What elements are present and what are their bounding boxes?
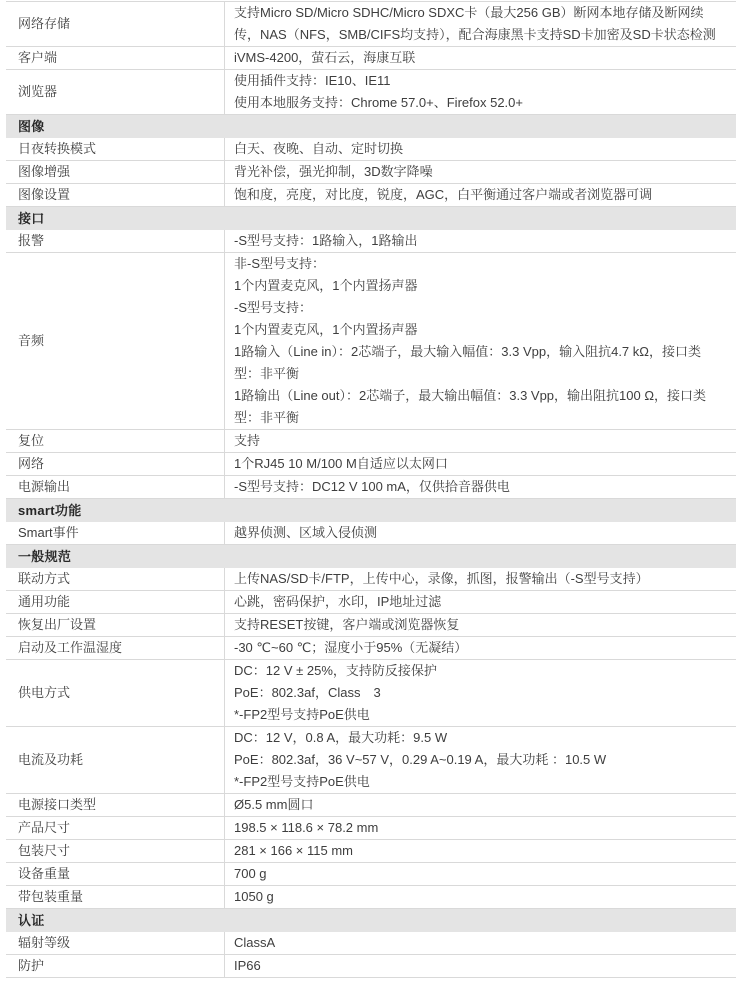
spec-value-line: 非-S型号支持：	[234, 256, 326, 271]
spec-value	[225, 817, 736, 839]
spec-row	[6, 253, 736, 430]
spec-value-line: 上传NAS/SD卡/FTP，上传中心，录像，抓图，报警输出（-S型号支持）	[234, 571, 649, 586]
spec-value	[225, 886, 736, 908]
spec-value	[225, 453, 736, 475]
spec-value-line: 饱和度，亮度，对比度，锐度，AGC，白平衡通过客户端或者浏览器可调	[234, 187, 653, 202]
spec-label: Smart事件	[6, 522, 225, 544]
spec-label: 网络存储	[6, 2, 225, 46]
section-header: 认证	[6, 909, 736, 932]
spec-value	[225, 727, 736, 793]
spec-value-line: 越界侦测、区域入侵侦测	[234, 525, 378, 540]
spec-value-line: 使用本地服务支持：Chrome 57.0+、Firefox 52.0+	[234, 95, 523, 110]
spec-value	[225, 476, 736, 498]
spec-row	[6, 70, 736, 115]
spec-row	[6, 955, 736, 978]
spec-row	[6, 2, 736, 47]
spec-value-line: -S型号支持：1路输入，1路输出	[234, 233, 418, 248]
spec-row	[6, 591, 736, 614]
spec-table	[6, 1, 736, 978]
spec-label: 报警	[6, 230, 225, 252]
spec-value-line: ClassA	[234, 935, 276, 950]
section-header: 图像	[6, 115, 736, 138]
spec-value-line: 1个内置麦克风，1个内置扬声器	[234, 278, 418, 293]
spec-row	[6, 660, 736, 727]
spec-row	[6, 932, 736, 955]
spec-value-line: 白天、夜晚、自动、定时切换	[234, 141, 404, 156]
spec-value-line: 281 × 166 × 115 mm	[234, 843, 354, 858]
section-header: 接口	[6, 207, 736, 230]
spec-value-line: 1路输入（Line in）：2芯端子，最大输入幅值：3.3 Vpp，输入阻抗4.7 kΩ，接口类型：非平衡	[234, 344, 701, 381]
spec-value	[225, 955, 736, 977]
spec-row	[6, 886, 736, 909]
spec-label: 浏览器	[6, 70, 225, 114]
spec-label: 供电方式	[6, 660, 225, 726]
spec-value-line: 1路输出（Line out）：2芯端子，最大输出幅值：3.3 Vpp，输出阻抗100 Ω，接口类型：非平衡	[234, 388, 707, 425]
spec-label: 联动方式	[6, 568, 225, 590]
spec-value-line: DC：12 V，0.8 A，最大功耗：9.5 W	[234, 730, 448, 745]
spec-value-line: 支持RESET按键，客户端或浏览器恢复	[234, 617, 460, 632]
spec-value-line: -30 ℃~60 ℃；湿度小于95%（无凝结）	[234, 640, 468, 655]
spec-label: 包装尺寸	[6, 840, 225, 862]
spec-value-line: 支持	[234, 433, 261, 448]
spec-row	[6, 161, 736, 184]
spec-value	[225, 161, 736, 183]
spec-value-line: PoE：802.3af，Class 3	[234, 685, 381, 700]
spec-label: 带包装重量	[6, 886, 225, 908]
spec-row	[6, 568, 736, 591]
spec-value	[225, 932, 736, 954]
spec-value-line: PoE：802.3af，36 V~57 V，0.29 A~0.19 A，最大功耗 ：10.5 W	[234, 752, 607, 767]
spec-value	[225, 522, 736, 544]
spec-value	[225, 794, 736, 816]
spec-label: 通用功能	[6, 591, 225, 613]
spec-label: 设备重量	[6, 863, 225, 885]
spec-value	[225, 614, 736, 636]
spec-row	[6, 817, 736, 840]
spec-row	[6, 794, 736, 817]
spec-row	[6, 430, 736, 453]
spec-value	[225, 2, 736, 46]
spec-value	[225, 430, 736, 452]
spec-row	[6, 230, 736, 253]
spec-row	[6, 476, 736, 499]
spec-row	[6, 453, 736, 476]
spec-label: 产品尺寸	[6, 817, 225, 839]
spec-value-line: iVMS-4200，萤石云，海康互联	[234, 50, 416, 65]
spec-value	[225, 230, 736, 252]
spec-label: 防护	[6, 955, 225, 977]
section-header: 一般规范	[6, 545, 736, 568]
spec-value-line: 1050 g	[234, 889, 274, 904]
spec-label: 图像设置	[6, 184, 225, 206]
spec-label: 恢复出厂设置	[6, 614, 225, 636]
spec-value-line: -S型号支持：	[234, 300, 313, 315]
spec-row	[6, 138, 736, 161]
spec-value	[225, 863, 736, 885]
spec-value	[225, 253, 736, 429]
spec-row	[6, 522, 736, 545]
spec-value	[225, 184, 736, 206]
spec-value-line: 使用插件支持：IE10、IE11	[234, 73, 391, 88]
spec-label: 启动及工作温湿度	[6, 637, 225, 659]
spec-value-line: IP66	[234, 958, 261, 973]
spec-value-line: *-FP2型号支持PoE供电	[234, 774, 370, 789]
spec-row	[6, 863, 736, 886]
spec-value	[225, 637, 736, 659]
spec-row	[6, 47, 736, 70]
spec-label: 图像增强	[6, 161, 225, 183]
spec-value-line: Ø5.5 mm圆口	[234, 797, 314, 812]
spec-value-line: *-FP2型号支持PoE供电	[234, 707, 370, 722]
spec-value	[225, 138, 736, 160]
spec-label: 网络	[6, 453, 225, 475]
spec-value-line: 支持Micro SD/Micro SDHC/Micro SDXC卡（最大256 GB）断网本地存储及断网续传，NAS（NFS，SMB/CIFS均支持），配合海康黑卡支持SD卡加密及SD卡状态检测	[234, 5, 716, 42]
spec-row	[6, 727, 736, 794]
spec-label: 电源接口类型	[6, 794, 225, 816]
spec-row	[6, 637, 736, 660]
spec-value	[225, 568, 736, 590]
spec-label: 电流及功耗	[6, 727, 225, 793]
spec-row	[6, 184, 736, 207]
spec-value-line: 1个内置麦克风，1个内置扬声器	[234, 322, 418, 337]
spec-value	[225, 591, 736, 613]
spec-value-line: 700 g	[234, 866, 267, 881]
spec-value	[225, 660, 736, 726]
spec-row	[6, 840, 736, 863]
spec-value-line: -S型号支持：DC12 V 100 mA，仅供拾音器供电	[234, 479, 510, 494]
spec-label: 辐射等级	[6, 932, 225, 954]
spec-value-line: 1个RJ45 10 M/100 M自适应以太网口	[234, 456, 448, 471]
spec-label: 音频	[6, 253, 225, 429]
spec-label: 复位	[6, 430, 225, 452]
spec-value	[225, 840, 736, 862]
spec-value-line: 心跳，密码保护，水印，IP地址过滤	[234, 594, 442, 609]
spec-row	[6, 614, 736, 637]
section-header: smart功能	[6, 499, 736, 522]
spec-value-line: 198.5 × 118.6 × 78.2 mm	[234, 820, 379, 835]
spec-label: 电源输出	[6, 476, 225, 498]
spec-label: 客户端	[6, 47, 225, 69]
spec-value-line: 背光补偿，强光抑制，3D数字降噪	[234, 164, 433, 179]
spec-value	[225, 47, 736, 69]
spec-value	[225, 70, 736, 114]
spec-value-line: DC：12 V ± 25%，支持防反接保护	[234, 663, 437, 678]
spec-label: 日夜转换模式	[6, 138, 225, 160]
